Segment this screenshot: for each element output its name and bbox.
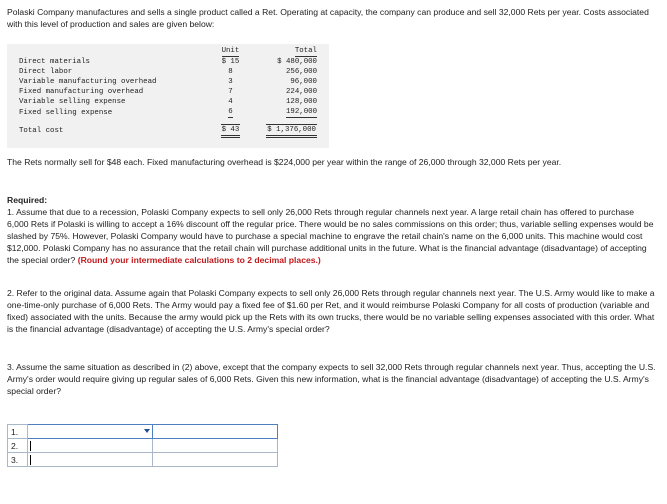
answer-row <box>8 439 278 453</box>
total-header: Total <box>294 47 317 55</box>
answer-number: 2. <box>8 439 28 453</box>
row-label: Variable selling expense <box>19 98 126 106</box>
question-3: 3. Assume the same situation as described in (2) above, except that the company expects to sell 32,000 Rets through regular channels next year. Thus, accepting the U.S. Army's order would require giving up regular sales of 6,000 Rets. Given this new information, what is the financial advantage (disadvantage) of accepting the U.S. Army's special order? <box>7 362 656 396</box>
text-cursor <box>30 441 31 451</box>
table-row <box>7 67 329 77</box>
cost-table <box>7 44 329 148</box>
question-1-text: 1. Assume that due to a recession, Polaski Company expects to sell only 26,000 Rets through regular channels next year. A large retail chain has offered to purchase 6,000 Rets if Polaski is willing to accept a 16% discount off the regular price. There would be no sales commissions on this order; thus, variable selling expenses would be slashed by 75%. However, Polaski Company would have to purchase a special machine to engrave the retail chain's name on the 6,000 units. This machine would cost $12,000. Polaski Company has no assurance that the retail chain will purchase additional units in the future. What is the financial advantage (disadvantage) of accepting the special order? <box>7 207 654 265</box>
total-unit: $ 43 <box>221 124 241 138</box>
row-total: 256,000 <box>285 68 317 76</box>
unit-header: Unit <box>221 47 240 55</box>
total-amount: $ 1,376,000 <box>266 124 317 138</box>
required-heading: Required: <box>7 195 48 205</box>
row-label: Direct materials <box>19 58 90 66</box>
row-total: 224,000 <box>285 88 317 96</box>
question-1-note: (Round your intermediate calculations to 2 decimal places.) <box>77 255 321 265</box>
question-2: 2. Refer to the original data. Assume again that Polaski Company expects to sell only 26,000 Rets through regular channels next year. The U.S. Army would like to make a one-time-only purchase of 6,000 Rets. The Army would pay a fixed fee of $1.60 per Ret, and it would reimburse Polaski Company for all costs of production (variable and fixed) associated with the units. Because the army would pick up the Rets with its own trucks, there would be no variable selling expenses associated with this order. What is the financial advantage (disadvantage) of accepting the U.S. Army's special order? <box>7 288 655 334</box>
row-total: $ 480,000 <box>277 58 317 66</box>
answer-select[interactable] <box>28 425 153 439</box>
row-label: Variable manufacturing overhead <box>19 78 157 86</box>
answer-table <box>7 424 278 467</box>
answer-input[interactable] <box>153 453 278 467</box>
table-row <box>7 97 329 107</box>
answer-input[interactable] <box>153 439 278 453</box>
chevron-down-icon[interactable] <box>144 429 150 433</box>
answer-row <box>8 453 278 467</box>
total-label: Total cost <box>19 127 64 135</box>
table-row <box>7 107 329 118</box>
row-total: 128,000 <box>285 98 317 106</box>
row-unit: 6 <box>228 108 233 116</box>
table-row <box>7 77 329 87</box>
row-unit: 7 <box>228 88 233 96</box>
row-label: Fixed selling expense <box>19 108 113 117</box>
answer-select[interactable] <box>28 439 153 453</box>
problem-intro: Polaski Company manufactures and sells a single product called a Ret. Operating at capacity, the company can produce and sell 32,000 Rets per year. Costs associated with this level of production and sales are given below: <box>7 7 649 29</box>
row-total: 192,000 <box>285 108 317 116</box>
answer-number: 1. <box>8 425 28 439</box>
row-unit: $ 15 <box>221 58 240 66</box>
row-unit: 3 <box>228 78 233 86</box>
answer-number: 3. <box>8 453 28 467</box>
answer-input[interactable] <box>153 425 278 439</box>
table-header-row <box>7 44 329 57</box>
answer-row <box>8 425 278 439</box>
question-1 <box>7 206 657 266</box>
table-row <box>7 57 329 67</box>
row-label: Direct labor <box>19 68 73 76</box>
text-cursor <box>30 455 31 465</box>
row-unit: 8 <box>228 68 233 76</box>
row-total: 96,000 <box>290 78 317 86</box>
table-total-row <box>7 124 329 138</box>
answer-select[interactable] <box>28 453 153 467</box>
row-unit: 4 <box>228 98 233 106</box>
price-paragraph: The Rets normally sell for $48 each. Fixed manufacturing overhead is $224,000 per year within the range of 26,000 through 32,000 Rets per year. <box>7 157 562 167</box>
row-label: Fixed manufacturing overhead <box>19 88 144 96</box>
table-row <box>7 87 329 97</box>
